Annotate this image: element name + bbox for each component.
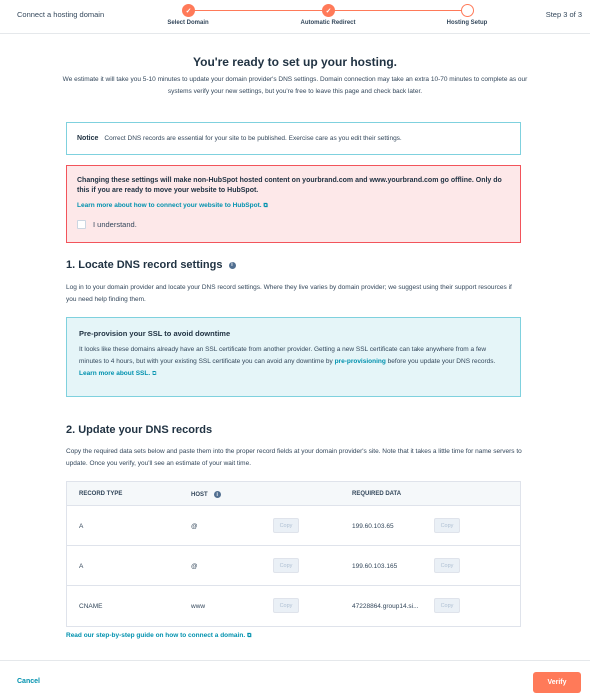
step-1-label: Select Domain bbox=[167, 20, 209, 26]
connect-website-link[interactable] bbox=[77, 202, 510, 210]
ssl-body-text-2: before you update your DNS records. bbox=[385, 358, 496, 365]
required-data-cell: 199.60.103.165 bbox=[352, 563, 398, 570]
host-cell: www bbox=[191, 603, 206, 610]
learn-about-ssl-link[interactable]: Learn more about SSL. bbox=[79, 370, 151, 377]
understand-checkbox-label[interactable]: I understand. bbox=[93, 220, 137, 229]
step-3-current-icon bbox=[461, 4, 474, 17]
table-header bbox=[67, 482, 520, 506]
copy-data-button[interactable]: Copy bbox=[434, 598, 460, 613]
warning-banner bbox=[66, 165, 521, 243]
cancel-button[interactable]: Cancel bbox=[17, 678, 40, 685]
notice-label: Notice bbox=[77, 135, 99, 142]
info-icon[interactable]: i bbox=[214, 491, 221, 498]
step-2-complete-icon: ✓ bbox=[322, 4, 335, 17]
step-3-label: Hosting Setup bbox=[446, 20, 488, 26]
section-1-title bbox=[66, 259, 236, 271]
host-cell: @ bbox=[191, 563, 198, 570]
host-cell: @ bbox=[191, 523, 198, 530]
column-header-record-type: RECORD TYPE bbox=[79, 491, 123, 497]
intro-text: We estimate it will take you 5-10 minutes to update your domain provider's DNS settings. Domain connection may take an extra 10-70 minutes to complete as our systems verify your new settings, but you're free to leave this page and check back later. bbox=[62, 76, 528, 95]
copy-data-button[interactable]: Copy bbox=[434, 518, 460, 533]
table-row bbox=[67, 586, 520, 626]
understand-checkbox-row[interactable] bbox=[77, 220, 510, 229]
ssl-body-text-1: It looks like these domains already have an SSL certificate from another provider. Getting a new SSL certificate can take anywhere from a few minutes to 4 hours, but with your existing SSL certificate you can avoid any downtime by bbox=[79, 346, 487, 365]
step-by-step-guide-link-label[interactable]: Read our step-by-step guide on how to connect a domain. bbox=[66, 632, 246, 639]
ssl-callout-body bbox=[79, 344, 508, 380]
table-row bbox=[67, 506, 520, 546]
ssl-callout-title: Pre-provision your SSL to avoid downtime bbox=[79, 329, 231, 338]
notice-banner bbox=[66, 122, 521, 155]
pre-provisioning-link[interactable]: pre-provisioning bbox=[334, 358, 386, 365]
record-type-cell: A bbox=[79, 523, 84, 530]
record-type-cell: A bbox=[79, 563, 84, 570]
column-header-host-label: HOST bbox=[191, 491, 208, 498]
external-link-icon: ⧉ bbox=[247, 633, 252, 639]
table-row bbox=[67, 546, 520, 586]
page-title: You're ready to set up your hosting. bbox=[193, 55, 397, 69]
column-header-required-data: REQUIRED DATA bbox=[352, 491, 402, 497]
dns-records-table bbox=[66, 481, 521, 627]
external-link-icon: ⧉ bbox=[152, 371, 157, 377]
connect-website-link-label[interactable]: Learn more about how to connect your website to HubSpot. bbox=[77, 202, 262, 209]
required-data-cell: 199.60.103.65 bbox=[352, 523, 394, 530]
verify-button[interactable]: Verify bbox=[533, 672, 581, 693]
notice-text: Correct DNS records are essential for your site to be published. Exercise care as you edit their settings. bbox=[104, 135, 402, 142]
ssl-callout bbox=[66, 317, 521, 397]
wizard-header bbox=[0, 0, 590, 34]
step-indicator: Step 3 of 3 bbox=[545, 10, 582, 19]
section-2-title bbox=[66, 424, 212, 436]
column-header-host bbox=[191, 491, 221, 498]
section-1-description: Log in to your domain provider and locate your DNS record settings. Where they live varies by domain provider; we suggest using their support resources if you need help finding them. bbox=[66, 284, 512, 303]
copy-host-button[interactable]: Copy bbox=[273, 518, 299, 533]
warning-text: Changing these settings will make non-HubSpot hosted content on yourbrand.com and www.yourbrand.com go offline. Only do this if you are ready to move your website to HubSpot. bbox=[77, 177, 502, 194]
step-1-complete-icon: ✓ bbox=[182, 4, 195, 17]
external-link-icon: ⧉ bbox=[263, 203, 268, 209]
copy-data-button[interactable]: Copy bbox=[434, 558, 460, 573]
record-type-cell: CNAME bbox=[79, 603, 103, 610]
step-2-label: Automatic Redirect bbox=[300, 20, 356, 26]
section-1-title-text: 1. Locate DNS record settings bbox=[66, 259, 223, 271]
copy-host-button[interactable]: Copy bbox=[273, 598, 299, 613]
copy-host-button[interactable]: Copy bbox=[273, 558, 299, 573]
section-2-description: Copy the required data sets below and paste them into the proper record fields at your domain provider's site. Note that it takes a little time for name servers to update. Once you verify, you'll see an estimate of your wait time. bbox=[66, 448, 522, 467]
step-by-step-guide-link[interactable] bbox=[66, 632, 251, 640]
wizard-footer bbox=[0, 660, 590, 699]
header-title: Connect a hosting domain bbox=[17, 10, 105, 19]
section-2-title-text: 2. Update your DNS records bbox=[66, 424, 213, 436]
info-icon[interactable]: i bbox=[229, 262, 236, 269]
understand-checkbox[interactable] bbox=[77, 220, 86, 229]
required-data-cell: 47228864.group14.si... bbox=[352, 603, 419, 610]
